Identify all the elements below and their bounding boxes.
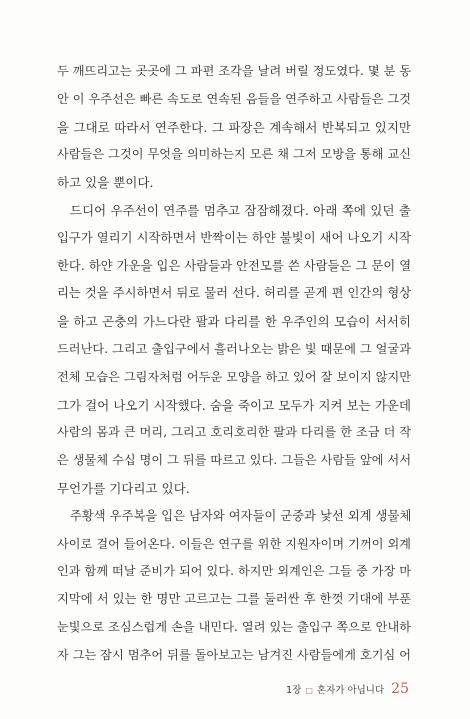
text-line: 리는 것을 주시하면서 뒤로 물러 선다. 허리를 곧게 편 인간의 형상 [57, 286, 411, 301]
text-line: 주황색 우주복을 입은 남자와 여자들이 군중과 낯선 외계 생물체 [70, 508, 411, 523]
text-line: 은 생물체 수십 명이 그 뒤를 따르고 있다. 그들은 사람들 앞에 서서 [57, 453, 411, 468]
text-line: 두 깨뜨리고는 곳곳에 그 파편 조각을 날려 버릴 정도였다. 몇 분 동 [57, 64, 411, 78]
text-line: 그가 걸어 나오기 시작했다. 숨을 죽이고 모두가 지켜 보는 가운데 [57, 397, 411, 413]
text-line: 사람들은 그것이 무엇을 의미하는지 모른 채 그저 모방을 통해 교신 [57, 147, 411, 162]
text-line: 지막에 서 있는 한 명만 고르고는 그를 둘러싼 후 한껏 기대에 부푼 [57, 592, 411, 607]
chapter-title: 혼자가 아닙니다 [316, 685, 385, 696]
footer-separator: □ [305, 686, 313, 695]
text-line: 안 이 우주선은 빠른 속도로 연속된 음들을 연주하고 사람들은 그것 [57, 91, 411, 106]
text-line: 을 그대로 따라서 연주한다. 그 파장은 계속해서 반복되고 있지만 [57, 119, 411, 135]
text-line: 드디어 우주선이 연주를 멈추고 잠잠해졌다. 아래 쪽에 있던 출 [70, 202, 411, 218]
page-number: 25 [391, 681, 409, 697]
text-line: 무언가를 기다리고 있다. [57, 480, 190, 496]
text-line: 전체 모습은 그림자처럼 어두운 모양을 하고 있어 잘 보이지 않지만 [57, 369, 411, 384]
text-line: 눈빛으로 조심스럽게 손을 내민다. 열려 있는 출입구 쪽으로 안내하 [57, 619, 411, 634]
text-line: 하고 있을 뿐이다. [57, 175, 154, 191]
text-line: 한다. 하얀 가운을 입은 사람들과 안전모를 쓴 사람들은 그 문이 열 [57, 258, 411, 273]
text-line: 드러난다. 그리고 출입구에서 흘러나오는 밝은 빛 때문에 그 얼굴과 [57, 341, 411, 356]
body-text [57, 58, 411, 670]
running-footer [286, 681, 409, 697]
text-line: 사람의 몸과 큰 머리, 그리고 호리호리한 팔과 다리를 한 조금 더 작 [57, 425, 411, 440]
text-line: 입구가 열리기 시작하면서 반짝이는 하얀 불빛이 새어 나오기 시작 [57, 230, 411, 245]
text-line: 자 그는 잠시 멈추어 뒤를 돌아보고는 남겨진 사람들에게 호기심 어 [57, 647, 411, 662]
text-line: 사이로 걸어 들어온다. 이들은 연구를 위한 지원자이며 기꺼이 외계 [57, 536, 411, 551]
text-line: 인과 함께 떠날 준비가 되어 있다. 하지만 외계인은 그들 중 가장 마 [57, 564, 411, 579]
text-line: 을 하고 곤충의 가느다란 팔과 다리를 한 우주인의 모습이 서서히 [57, 314, 411, 330]
chapter-label: 1장 [286, 685, 302, 696]
